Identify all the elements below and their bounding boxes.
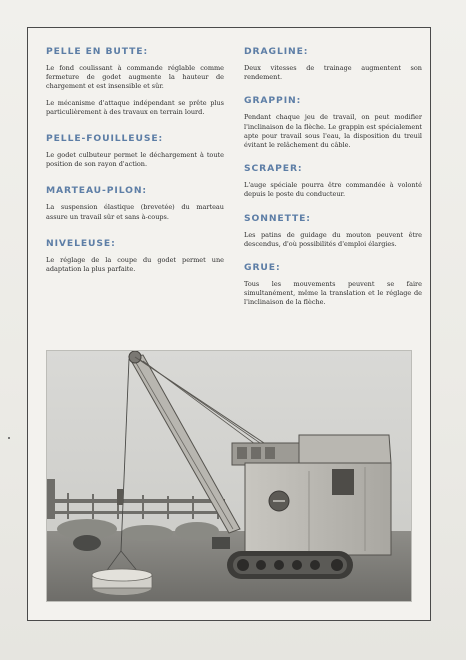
paper-speck (8, 437, 10, 439)
section-heading: PELLE EN BUTTE: (46, 46, 149, 57)
crane-photo-illustration (47, 351, 412, 602)
crane-photograph (46, 350, 412, 602)
section-heading: PELLE-FOUILLEUSE: (46, 133, 164, 145)
section-niveleuse (46, 238, 224, 274)
section-text: L'auge spéciale pourra être commandée à volonté depuis le poste du conducteur. (244, 181, 422, 199)
section-pelle-fouilleuse (46, 133, 224, 169)
section-heading: DRAGLINE: (244, 46, 309, 57)
section-text: Le réglage de la coupe du godet permet une adaptation la plus parfaite. (46, 255, 224, 274)
section-grappin (244, 95, 422, 150)
section-heading: GRUE: (244, 262, 281, 274)
right-column (244, 46, 422, 318)
crane-body (232, 435, 391, 555)
section-heading: SONNETTE: (244, 212, 311, 224)
section-text: Le godet culbuteur permet le déchargement à toute position de son rayon d'action. (46, 151, 224, 169)
section-sonnette (244, 213, 422, 249)
section-grue (244, 262, 422, 308)
section-marteau-pilon (46, 185, 224, 221)
section-scraper (244, 163, 422, 199)
section-heading: MARTEAU-PILON: (46, 185, 148, 197)
section-text: La suspension élastique (brevetée) du marteau assure un travail sûr et sans à-coups. (46, 203, 224, 221)
section-text: Deux vitesses de trainage augmentent son rendement. (244, 64, 422, 82)
section-text: Pendant chaque jeu de travail, on peut modifier l'inclinaison de la flèche. Le grappin est spécialement apte pour travail sous l'eau, la disposition du treuil évitant le relâchement du câble. (244, 113, 422, 150)
section-text-2: Le mécanisme d'attaque indépendant se prête plus particulièrement à des travaux en terrain lourd. (46, 98, 224, 116)
crawler-tracks (227, 551, 353, 579)
page-frame (27, 27, 431, 621)
section-heading: GRAPPIN: (244, 95, 302, 107)
section-pelle-en-butte (46, 46, 224, 117)
section-heading: SCRAPER: (244, 163, 303, 175)
section-text: Le fond coulissant à commande réglable comme fermeture de godet augmente la hauteur de chargement et est insensible et sûr. (46, 64, 224, 91)
section-heading: NIVELEUSE: (46, 237, 116, 249)
left-column (46, 46, 224, 284)
section-dragline (244, 46, 422, 82)
section-text: Les patins de guidage du mouton peuvent être descendus, d'où possibilités d'emploi élargies. (244, 230, 422, 248)
section-text: Tous les mouvements peuvent se faire simultanément, même la translation et le réglage de l'inclinaison de la flèche. (244, 280, 422, 307)
